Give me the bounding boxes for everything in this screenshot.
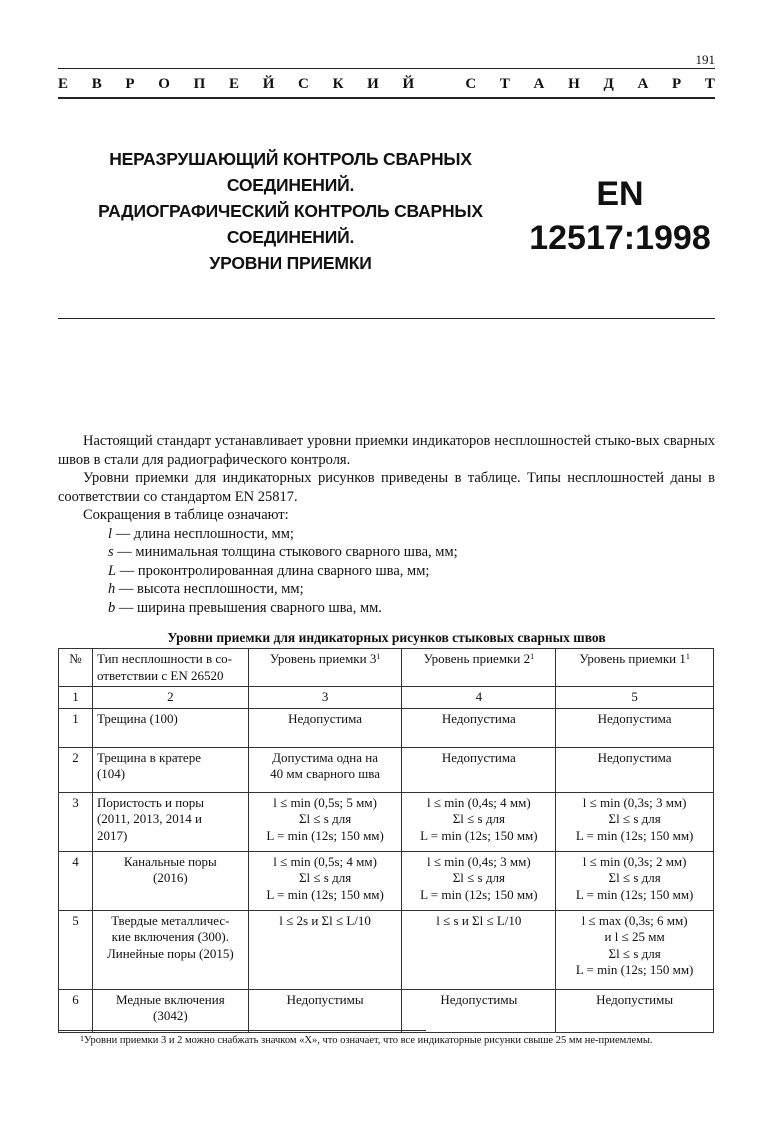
defect-type-cell: [92, 708, 248, 747]
footnote-mark: 1: [80, 1034, 84, 1043]
header-letter: Е: [58, 76, 69, 92]
cell-line: Недопустима: [597, 710, 672, 726]
intro-paragraph: Уровни приемки для индикаторных рисунков приведены в таблице. Типы несплошностей даны в соответствии со стандартом EN 25817.: [58, 470, 715, 505]
header-letter: Й: [262, 76, 275, 92]
column-number-cell: 1: [59, 687, 93, 709]
abbreviation-symbol: s: [108, 544, 114, 560]
cell-line: l ≤ s и Σl ≤ L/10: [436, 912, 522, 928]
abbreviation-text: — ширина превышения сварного шва, мм.: [115, 599, 382, 616]
table-header-cell: [59, 649, 93, 687]
footnote-text: Уровни приемки 3 и 2 можно снабжать значком «X», что означает, что все индикаторные рисунки свыше 25 мм не-приемлемы.: [84, 1035, 653, 1046]
cell-line: l ≤ max (0,3s; 6 мм): [581, 912, 688, 928]
cell-line: Σl ≤ s для: [452, 811, 505, 826]
level-3-cell: [248, 792, 402, 851]
cell-line: l ≤ min (0,4s; 4 мм): [426, 794, 531, 810]
level-2-cell: [402, 747, 556, 792]
abbreviation-text: — высота несплошности, мм;: [115, 581, 304, 597]
footnote-ref: 1: [376, 652, 381, 661]
header-letter: Т: [499, 76, 510, 92]
cell-line: L = min (12s; 150 мм): [575, 827, 694, 843]
cell-line: и l ≤ 25 мм: [604, 929, 665, 944]
cell-line: 5: [72, 912, 79, 928]
header-letter: К: [332, 76, 344, 92]
cell-line: l ≤ min (0,5s; 5 мм): [273, 794, 377, 810]
abbreviation-item: [58, 580, 715, 599]
row-number-cell: [59, 708, 93, 747]
level-2-cell: [402, 708, 556, 747]
header-text: №: [69, 651, 82, 666]
cell-line: l ≤ min (0,3s; 3 мм): [582, 794, 687, 810]
header-letter: О: [158, 76, 170, 92]
header-text: Уровень приемки 3: [269, 651, 377, 666]
cell-line: (2016): [153, 870, 188, 885]
cell-line: (104): [96, 766, 126, 781]
title-line: РАДИОГРАФИЧЕСКИЙ КОНТРОЛЬ СВАРНЫХ: [98, 201, 483, 221]
cell-line: 3: [72, 794, 79, 810]
cell-line: 2017): [96, 827, 128, 843]
defect-type-cell: [92, 792, 248, 851]
table-header-row: [59, 649, 714, 687]
footnote: [58, 1034, 715, 1048]
header-text: Тип несплошности в со-ответствии с EN 26520: [96, 651, 232, 683]
row-number-cell: [59, 851, 93, 910]
cell-line: Недопустимы: [596, 991, 674, 1007]
cell-line: Σl ≤ s для: [608, 945, 661, 961]
table-header-cell: [402, 649, 556, 687]
level-2-cell: [402, 792, 556, 851]
level-1-cell: [556, 708, 714, 747]
cell-line: Недопустимы: [286, 991, 364, 1007]
abbreviation-symbol: b: [108, 599, 116, 616]
level-2-cell: [402, 910, 556, 989]
level-1-cell: [556, 989, 714, 1032]
table-row: [59, 989, 714, 1032]
level-3-cell: [248, 989, 402, 1032]
abbreviation-list: [58, 525, 715, 618]
cell-line: (2011, 2013, 2014 и: [96, 811, 203, 826]
abbreviation-text: — длина несплошности, мм;: [112, 525, 294, 542]
intro-paragraph: Сокращения в таблице означают:: [83, 507, 289, 523]
cell-line: Трещина (100): [96, 710, 178, 726]
cell-line: l ≤ min (0,4s; 3 мм): [426, 853, 531, 869]
cell-line: 2: [72, 749, 79, 765]
footnote-rule: [58, 1030, 426, 1031]
abbreviation-symbol: h: [108, 581, 116, 597]
cell-line: l ≤ min (0,5s; 4 мм): [273, 853, 377, 869]
header-letter: Т: [704, 76, 715, 92]
header-letter: Н: [568, 76, 580, 92]
table-title: Уровни приемки для индикаторных рисунков стыковых сварных швов: [167, 630, 606, 645]
row-number-cell: [59, 747, 93, 792]
cell-line: L = min (12s; 150 мм): [575, 962, 694, 977]
level-1-cell: [556, 910, 714, 989]
cell-line: 40 мм сварного шва: [270, 766, 381, 781]
row-number-cell: [59, 910, 93, 989]
header-letter: [438, 76, 442, 96]
abbreviation-text: — минимальная толщина стыкового сварного шва, мм;: [113, 544, 458, 560]
defect-type-cell: [92, 851, 248, 910]
title-line: УРОВНИ ПРИЕМКИ: [209, 253, 372, 273]
page-number: 191: [695, 52, 715, 67]
header-letter: Д: [603, 76, 614, 92]
level-2-cell: [402, 851, 556, 910]
cell-line: Σl ≤ s для: [298, 811, 352, 826]
cell-line: Недопустима: [288, 710, 363, 726]
level-3-cell: [248, 910, 402, 989]
cell-line: 4: [72, 853, 79, 869]
defect-type-cell: [92, 989, 248, 1032]
cell-line: l ≤ 2s и Σl ≤ L/10: [279, 912, 371, 928]
cell-line: Пористость и поры: [96, 794, 204, 810]
title-line: СОЕДИНЕНИЙ.: [226, 227, 355, 247]
cell-line: Σl ≤ s для: [608, 811, 661, 826]
top-rule: [58, 68, 715, 69]
cell-line: Твердые металличес-: [111, 912, 230, 928]
cell-line: Σl ≤ s для: [452, 870, 505, 885]
cell-line: (3042): [153, 1008, 188, 1023]
header-label: [58, 76, 715, 96]
row-number-cell: [59, 792, 93, 851]
level-1-cell: [556, 792, 714, 851]
header-letter: А: [637, 76, 649, 92]
table-header-cell: [248, 649, 402, 687]
footnote-ref: 1: [530, 652, 535, 661]
standard-code: [525, 172, 715, 260]
cell-line: L = min (12s; 150 мм): [266, 886, 384, 902]
table-row: [59, 910, 714, 989]
header-text: Уровень приемки 1: [579, 651, 686, 666]
header-letter: Й: [402, 76, 415, 92]
table-row: [59, 708, 714, 747]
table-header-cell: [556, 649, 714, 687]
standard-code-prefix: EN: [596, 175, 644, 213]
intro-text: [58, 432, 715, 617]
acceptance-levels-table: [58, 648, 714, 1033]
header-text: Уровень приемки 2: [423, 651, 531, 666]
cell-line: Линейные поры (2015): [106, 945, 234, 961]
table-header-cell: [92, 649, 248, 687]
level-3-cell: [248, 708, 402, 747]
title-rule: [58, 318, 715, 319]
title-line: СОЕДИНЕНИЙ.: [226, 175, 355, 195]
level-1-cell: [556, 851, 714, 910]
abbreviation-symbol: L: [108, 562, 117, 579]
header-letter: Р: [125, 76, 135, 92]
header-letter: А: [533, 76, 545, 92]
level-2-cell: [402, 989, 556, 1032]
row-number-cell: [59, 989, 93, 1032]
header-letter: П: [193, 76, 206, 92]
header-letter: И: [367, 76, 379, 92]
abbreviation-symbol: l: [108, 525, 113, 542]
abbreviation-item: [58, 525, 715, 544]
level-1-cell: [556, 747, 714, 792]
footnote-ref: 1: [685, 652, 690, 661]
cell-line: Недопустима: [441, 749, 516, 765]
cell-line: Недопустима: [597, 749, 672, 765]
abbreviation-item: [58, 562, 715, 581]
cell-line: L = min (12s; 150 мм): [420, 827, 538, 843]
abbreviation-item: [58, 599, 715, 618]
cell-line: l ≤ min (0,3s; 2 мм): [582, 853, 687, 869]
cell-line: Канальные поры: [123, 853, 217, 869]
abbreviation-item: [58, 543, 715, 562]
cell-line: Недопустимы: [440, 991, 518, 1007]
abbreviation-text: — проконтролированная длина сварного шва, мм;: [116, 562, 430, 579]
document-title: [58, 146, 523, 276]
header-letter: С: [465, 76, 477, 92]
level-3-cell: [248, 851, 402, 910]
cell-line: Недопустима: [441, 710, 516, 726]
cell-line: L = min (12s; 150 мм): [266, 827, 384, 843]
header-letter: Е: [228, 76, 239, 92]
cell-line: Медные включения: [116, 991, 225, 1007]
defect-type-cell: [92, 910, 248, 989]
cell-line: Трещина в кратере: [96, 749, 201, 765]
header-letter: С: [298, 76, 309, 92]
column-number-cell: 2: [92, 687, 248, 709]
column-number-cell: 4: [402, 687, 556, 709]
cell-line: кие включения (300).: [111, 929, 229, 944]
table-row: [59, 747, 714, 792]
header-rule: [58, 97, 715, 99]
title-line: НЕРАЗРУШАЮЩИЙ КОНТРОЛЬ СВАРНЫХ: [109, 149, 472, 169]
column-number-cell: 5: [556, 687, 714, 709]
cell-line: 1: [72, 710, 79, 726]
column-number-row: [59, 687, 714, 709]
column-number-cell: 3: [248, 687, 402, 709]
intro-paragraph: Настоящий стандарт устанавливает уровни приемки индикаторов несплошностей стыко-вых сварных швов в стали для радиографического контроля.: [58, 433, 715, 468]
standard-code-number: 12517:1998: [529, 219, 711, 257]
cell-line: 6: [72, 991, 79, 1007]
table-row: [59, 851, 714, 910]
level-3-cell: [248, 747, 402, 792]
cell-line: Σl ≤ s для: [298, 870, 352, 885]
defect-type-cell: [92, 747, 248, 792]
cell-line: Σl ≤ s для: [608, 870, 661, 885]
table-row: [59, 792, 714, 851]
cell-line: L = min (12s; 150 мм): [575, 886, 694, 902]
header-letter: В: [91, 76, 102, 92]
cell-line: L = min (12s; 150 мм): [420, 886, 538, 902]
cell-line: Допустима одна на: [272, 749, 379, 765]
header-letter: Р: [671, 76, 682, 92]
